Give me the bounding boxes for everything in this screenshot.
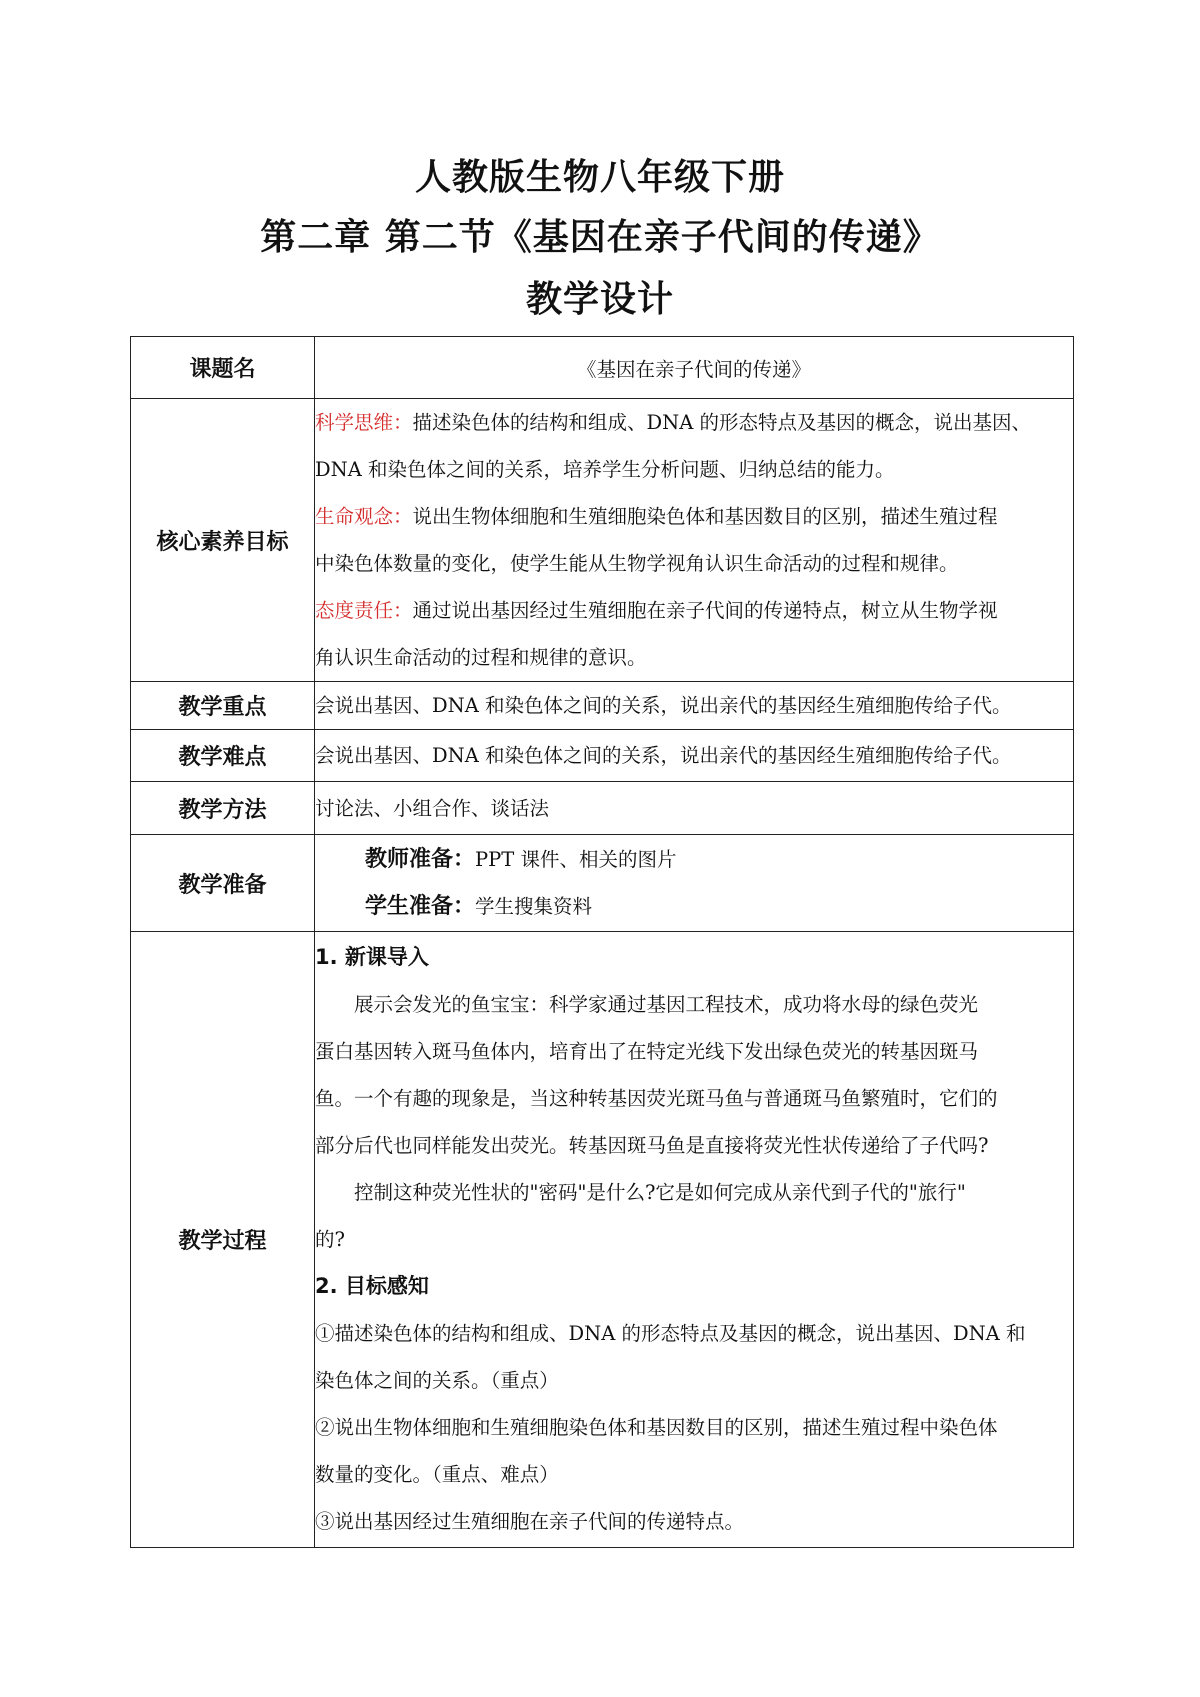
process-value <box>315 932 1074 1548</box>
chapter-title: 第二章 第二节《基因在亲子代间的传递》 <box>260 217 940 258</box>
goal-text: 说出生物体细胞和生殖细胞染色体和基因数目的区别，描述生殖过程 <box>412 505 998 528</box>
document-title: 人教版生物八年级下册 <box>414 157 785 198</box>
design-title: 教学设计 <box>525 279 674 320</box>
section-title: 2. 目标感知 <box>315 1274 429 1298</box>
table-row-method <box>131 782 1074 835</box>
paragraph-line: 的? <box>315 1228 345 1251</box>
paragraph-line: 鱼。一个有趣的现象是，当这种转基因荧光斑马鱼与普通斑马鱼繁殖时，它们的 <box>315 1087 998 1110</box>
section-title: 1. 新课导入 <box>315 945 429 969</box>
table-row-difficulty <box>131 730 1074 782</box>
paragraph-line: 蛋白基因转入斑马鱼体内，培育出了在特定光线下发出绿色荧光的转基因斑马 <box>315 1040 979 1063</box>
table-row-topic <box>131 337 1074 399</box>
table-row-goals <box>131 399 1074 682</box>
goal-list-line: ③说出基因经过生殖细胞在亲子代间的传递特点。 <box>315 1510 745 1533</box>
goal-text: DNA 和染色体之间的关系，培养学生分析问题、归纳总结的能力。 <box>315 458 895 481</box>
goal-list-line: ②说出生物体细胞和生殖细胞染色体和基因数目的区别，描述生殖过程中染色体 <box>315 1416 998 1439</box>
goal-item <box>315 587 1073 634</box>
difficulty-value: 会说出基因、DNA 和染色体之间的关系，说出亲代的基因经生殖细胞传给子代。 <box>315 744 1012 767</box>
goals-label: 核心素养目标 <box>131 399 315 682</box>
goal-text: 角认识生命活动的过程和规律的意识。 <box>315 646 647 669</box>
goal-key: 生命观念： <box>315 505 413 528</box>
document-title-block <box>0 148 1200 332</box>
table-row-process <box>131 932 1074 1548</box>
teacher-preparation: 教师准备：PPT 课件、相关的图片 <box>365 847 677 872</box>
goal-item <box>315 399 1073 446</box>
goal-key: 科学思维： <box>315 411 413 434</box>
difficulty-label: 教学难点 <box>131 730 315 782</box>
method-label: 教学方法 <box>131 782 315 835</box>
table-row-preparation <box>131 835 1074 932</box>
key-point-value: 会说出基因、DNA 和染色体之间的关系，说出亲代的基因经生殖细胞传给子代。 <box>315 694 1012 717</box>
goal-list-line: ①描述染色体的结构和组成、DNA 的形态特点及基因的概念，说出基因、DNA 和 <box>315 1322 1026 1345</box>
paragraph-line: 控制这种荧光性状的"密码"是什么?它是如何完成从亲代到子代的"旅行" <box>354 1181 966 1204</box>
goal-item <box>315 493 1073 540</box>
student-preparation: 学生准备：学生搜集资料 <box>365 894 593 919</box>
process-label: 教学过程 <box>131 932 315 1548</box>
table-row-key-point <box>131 682 1074 730</box>
paragraph-line: 部分后代也同样能发出荧光。转基因斑马鱼是直接将荧光性状传递给了子代吗? <box>315 1134 989 1157</box>
paragraph-line: 展示会发光的鱼宝宝：科学家通过基因工程技术，成功将水母的绿色荧光 <box>354 993 979 1016</box>
preparation-label: 教学准备 <box>131 835 315 932</box>
topic-label: 课题名 <box>131 337 315 399</box>
goal-text: 中染色体数量的变化，使学生能从生物学视角认识生命活动的过程和规律。 <box>315 552 959 575</box>
goal-key: 态度责任： <box>315 599 413 622</box>
goal-list-line: 数量的变化。（重点、难点） <box>315 1463 559 1486</box>
goal-text: 描述染色体的结构和组成、DNA 的形态特点及基因的概念，说出基因、 <box>412 411 1031 434</box>
goals-value <box>315 399 1074 682</box>
goal-text: 通过说出基因经过生殖细胞在亲子代间的传递特点，树立从生物学视 <box>412 599 998 622</box>
goal-list-line: 染色体之间的关系。（重点） <box>315 1369 559 1392</box>
method-value: 讨论法、小组合作、谈话法 <box>315 796 550 820</box>
key-point-label: 教学重点 <box>131 682 315 730</box>
topic-value: 《基因在亲子代间的传递》 <box>315 337 1074 399</box>
lesson-plan-table <box>130 336 1074 1548</box>
